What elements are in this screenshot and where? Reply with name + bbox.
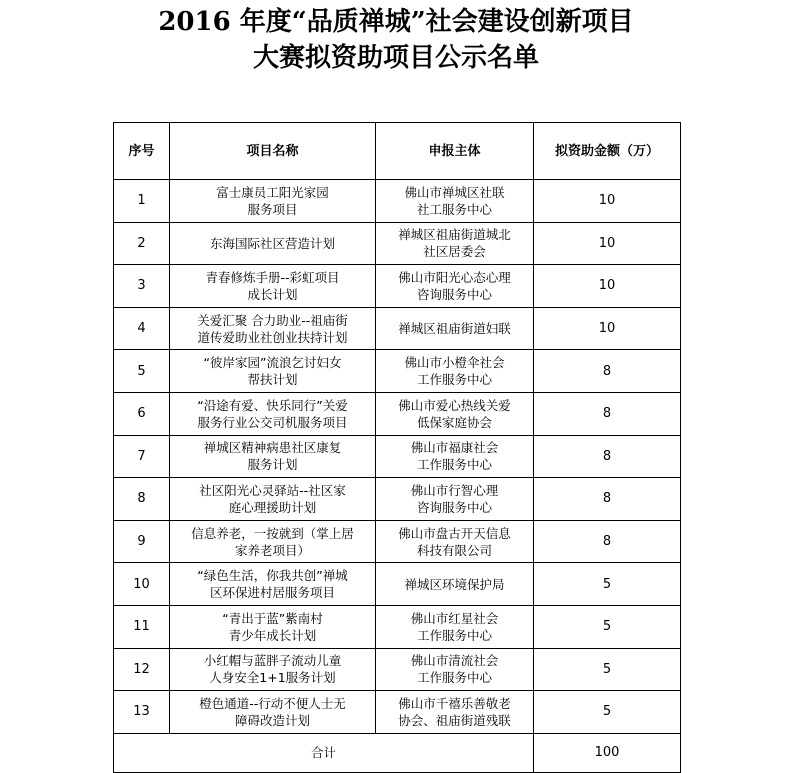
applicant-text: 佛山市红星社会 工作服务中心 [410,610,499,643]
funding-amount [534,520,681,563]
table-row [114,307,681,350]
row-number-text: 9 [137,534,146,550]
row-number-text: 8 [137,491,146,507]
project-name [170,392,376,435]
row-number [114,392,170,435]
total-row [114,733,681,772]
project-name [170,350,376,393]
applicant [376,520,534,563]
applicant-text: 佛山市福康社会 工作服务中心 [410,440,499,473]
funding-amount-text: 8 [602,406,612,422]
table-row [114,563,681,606]
total-amount: 100 [534,733,681,772]
project-name [170,435,376,478]
row-number-text: 5 [137,363,146,379]
row-number-text: 3 [137,278,146,294]
funding-amount-text: 10 [598,193,616,209]
row-number [114,691,170,734]
project-name [170,478,376,521]
funding-amount [534,605,681,648]
row-number-text: 10 [133,576,150,592]
project-name [170,691,376,734]
funding-amount [534,180,681,223]
applicant-text: 佛山市禅城区社联 社工服务中心 [404,184,505,217]
applicant-text: 禅城区祖庙街道城北 社区居委会 [398,227,511,260]
project-name-text: 信息养老，一按就到（掌上居 家养老项目） [191,525,354,558]
funding-amount [534,648,681,691]
table-row [114,265,681,308]
project-name [170,605,376,648]
applicant-text: 佛山市阳光心态心理 咨询服务中心 [398,269,511,302]
total-label: 合计 [114,733,534,772]
applicant [376,691,534,734]
project-name [170,563,376,606]
header-project-name: 项目名称 [170,123,376,180]
funding-amount-text: 5 [602,619,612,635]
table-row [114,392,681,435]
funding-amount [534,435,681,478]
funding-amount-text: 5 [602,661,612,677]
project-name [170,307,376,350]
funding-amount [534,563,681,606]
funding-amount [534,392,681,435]
applicant-text: 佛山市千禧乐善敬老 协会、祖庙街道残联 [398,695,511,728]
applicant [376,648,534,691]
funding-amount-text: 5 [602,576,612,592]
project-name-text: “沿途有爱、快乐同行”关爱 服务行业公交司机服务项目 [197,397,348,430]
row-number-text: 6 [137,406,146,422]
row-number [114,435,170,478]
project-name-text: 社区阳光心灵驿站--社区家 庭心理援助计划 [199,482,346,515]
applicant [376,563,534,606]
table-row [114,478,681,521]
applicant-text: 佛山市爱心热线关爱 低保家庭协会 [398,397,511,430]
table-row [114,648,681,691]
applicant [376,392,534,435]
row-number [114,180,170,223]
applicant [376,605,534,648]
applicant-text: 佛山市小橙伞社会 工作服务中心 [404,355,505,388]
table-row [114,435,681,478]
header-applicant: 申报主体 [376,123,534,180]
project-name [170,520,376,563]
project-name-text: 富士康员工阳光家园 服务项目 [216,184,329,217]
table-header-row [114,123,681,180]
funding-amount [534,307,681,350]
funding-amount-text: 8 [602,491,612,507]
project-name-text: 禅城区精神病患社区康复 服务计划 [203,440,342,473]
funding-amount [534,691,681,734]
applicant [376,222,534,265]
funding-amount-text: 5 [602,704,612,720]
project-name-text: 关爱汇聚 合力助业--祖庙街 道传爱助业社创业扶持计划 [197,312,348,345]
row-number [114,478,170,521]
row-number-text: 11 [133,619,150,635]
row-number-text: 13 [133,704,150,720]
row-number [114,307,170,350]
project-name-text: 东海国际社区营造计划 [209,235,335,251]
table-row [114,350,681,393]
funding-amount-text: 8 [602,448,612,464]
header-number: 序号 [114,123,170,180]
row-number-text: 7 [137,448,146,464]
applicant [376,435,534,478]
table-row [114,222,681,265]
applicant-text: 佛山市行智心理 咨询服务中心 [410,482,499,515]
project-name [170,180,376,223]
row-number [114,350,170,393]
applicant [376,478,534,521]
row-number [114,520,170,563]
table-row [114,605,681,648]
funding-amount [534,478,681,521]
row-number [114,222,170,265]
funding-amount-text: 10 [598,321,616,337]
applicant [376,265,534,308]
table-row [114,691,681,734]
applicant-text: 佛山市清流社会 工作服务中心 [410,653,499,686]
funding-amount-text: 8 [602,363,612,379]
applicant-text: 禅城区环境保护局 [404,576,505,592]
funding-amount-text: 8 [602,534,612,550]
document-title: 2016 年度“品质禅城”社会建设创新项目 [158,7,634,37]
row-number [114,265,170,308]
applicant [376,180,534,223]
project-name [170,222,376,265]
project-name-text: “彼岸家园”流浪乞讨妇女 帮扶计划 [203,355,342,388]
project-name-text: 橙色通道--行动不便人士无 障碍改造计划 [199,695,346,728]
project-name-text: 小红帽与蓝胖子流动儿童 人身安全1+1服务计划 [203,653,342,686]
header-amount: 拟资助金额（万） [534,123,681,180]
row-number-text: 2 [137,235,146,251]
row-number-text: 12 [133,661,150,677]
funding-table [113,122,681,773]
funding-amount-text: 10 [598,278,616,294]
row-number [114,605,170,648]
row-number-text: 4 [137,321,146,337]
funding-amount-text: 10 [598,235,616,251]
project-name [170,648,376,691]
table-body [114,180,681,734]
applicant [376,307,534,350]
project-name-text: “青出于蓝”紫南村 青少年成长计划 [222,610,323,643]
row-number [114,648,170,691]
project-name-text: “绿色生活，你我共创”禅城 区环保进村居服务项目 [197,568,348,601]
document-subtitle: 大赛拟资助项目公示名单 [252,43,539,73]
table-row [114,180,681,223]
table-row [114,520,681,563]
applicant-text: 禅城区祖庙街道妇联 [398,321,511,337]
funding-amount [534,222,681,265]
project-name [170,265,376,308]
funding-amount [534,265,681,308]
applicant [376,350,534,393]
applicant-text: 佛山市盘古开天信息 科技有限公司 [398,525,511,558]
funding-amount [534,350,681,393]
row-number [114,563,170,606]
project-name-text: 青春修炼手册--彩虹项目 成长计划 [205,269,340,302]
row-number-text: 1 [137,193,146,209]
